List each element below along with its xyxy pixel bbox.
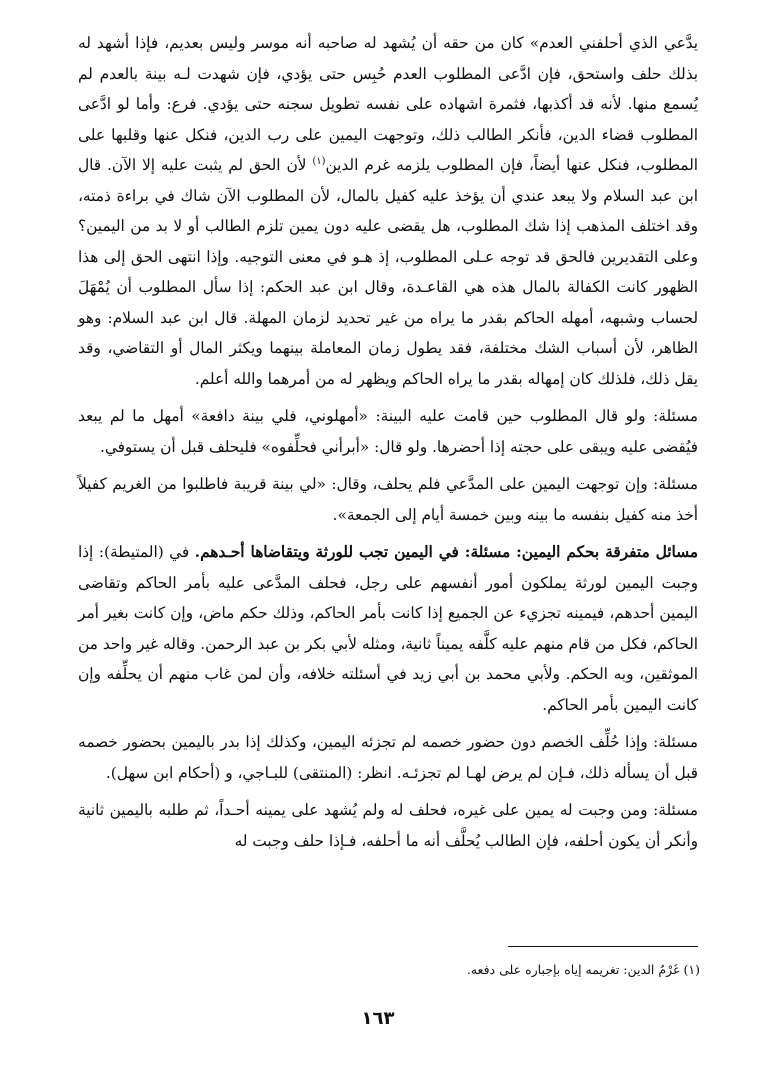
footnote-marker: (١) xyxy=(683,962,700,977)
paragraph-separator xyxy=(78,723,698,725)
paragraph-separator xyxy=(78,791,698,793)
paragraph-3: مسئلة: وإن توجهت اليمين على المدَّعي فلم يحلف، وقال: «لي بينة قريبة فاطلبوا من الغريم كفيلاً أخذ منه كفيل بنفسه ما بينه وبين خمسة أيام إلى الجمعة». xyxy=(78,475,698,524)
paragraph-6: مسئلة: ومن وجبت له يمين على غيره، فحلف له ولم يُشهد على يمينه أحـداً، ثم طلبه باليمين ثانية وأنكر أن يكون أحلفه، فإن الطالب يُحلَّف أنه ما أحلفه، فـإذا حلف وجبت له xyxy=(78,801,698,850)
paragraph-1-continuation: لأن الحق لم يثبت عليه إلا الآن. قال ابن عبد السلام ولا يبعد عندي أن يؤخذ عليه كفيل بالمال، لأن المطلوب الآن شاك في براءة ذمته، وقد اختلف المذهب إذا شك المطلوب، هل يقضى عليه دون يمين تلزم الطالب أو لا بد من اليمين؟ وعلى التقديرين فالحق قد توجه عـلى المطلوب، إذ هـو في معنى التوجيه. وإذا انتهى الحق إلى هذا الظهور كانت الكفالة بالمال هذه هي القاعـدة، وقال ابن عبد الحكم: إذا سأل المطلوب أن يُمْهَلَ لحساب وشبهه، أمهله الحاكم بقدر ما يراه من غير تحديد لزمان المهلة. قال ابن عبد السلام: وهو الظاهر، لأن أسباب الشك مختلفة، فقد يطول زمان المعاملة بينهما ويكثر المال أو التقاضي، وقد يقل ذلك، فلذلك كان إمهاله بقدر ما يراه الحاكم ويظهر له من أمرهما والله أعلم. xyxy=(78,156,698,388)
paragraph-separator xyxy=(78,465,698,467)
footnote-text: غَرْمُ الدين: تغريمه إياه بإجباره على دفعه. xyxy=(466,962,680,977)
main-text xyxy=(78,28,698,856)
paragraph-1-text: يدَّعي الذي أحلفني العدم» كان من حقه أن يُشهد له صاحبه أنه موسر وليس بعديم، فإذا أشهد له بذلك حلف واستحق، فإن ادَّعى المطلوب العدم حُبِس حتى يؤدي، فإن شهدت لـه بينة بالعدم لم يُسمع منها. لأنه قد أكذبها، فثمرة اشهاده على نفسه تطويل سجنه حتى يؤدي. فرع: وأما لو ادَّعى المطلوب قضاء الدين، فأنكر الطالب ذلك، وتوجهت اليمين على رب الدين، فنكل عنها وقلبها على المطلوب، فنكل عنها أيضاً، فإن المطلوب يلزمه غرم الدين xyxy=(78,34,698,174)
paragraph-4-text: في (المتيطة): إذا وجبت اليمين لورثة يملكون أمور أنفسهم على رجل، فحلف المدَّعى عليه بأمر الحاكم وتقاضى اليمين أحدهم، فيمينه تجزيء عن الجميع إذا كانت بأمر الحاكم، وذلك حكم ماض، وإن كانت بغير أمر الحاكم، فكل من قام منهم عليه كلَّفه يميناً ثانية، ومثله لأبي بكر بن عبد الرحمن. وقاله غير واحد من الموثقين، وبه الحكم. ولأبي محمد بن أبي زيد في أسئلته خلافه، وأن لمن غاب منهم أن يحلِّفه وإن كانت اليمين بأمر الحاكم. xyxy=(78,543,698,714)
footnote-reference: (١) xyxy=(312,155,326,167)
footnote-rule xyxy=(508,946,698,947)
paragraph-separator xyxy=(78,533,698,535)
page-number: ١٦٣ xyxy=(361,1008,395,1029)
paragraph-5: مسئلة: وإذا حُلِّف الخصم دون حضور خصمه لم تجزئه اليمين، وكذلك إذا بدر باليمين بحضور خصمه قبل أن يسأله ذلك، فـإن لم يرض لهـا لم تجزئـه. انظر: (المنتقى) للبـاجي، و (أحكام ابن سهل). xyxy=(78,733,698,782)
paragraph-separator xyxy=(78,397,698,399)
footnote xyxy=(300,960,700,980)
paragraph-1 xyxy=(78,28,698,394)
paragraph-4 xyxy=(78,537,698,720)
section-heading: مسائل متفرقة بحكم اليمين: مسئلة: في اليمين تجب للورثة ويتقاضاها أحـدهم. xyxy=(194,543,698,561)
paragraph-2: مسئلة: ولو قال المطلوب حين قامت عليه البينة: «أمهلوني، فلي بينة دافعة» أمهل ما لم يبعد فيُقضى عليه ويبقى على حجته إذا أحضرها. ولو قال: «أبرأني فحلِّفوه» فليحلف قبل أن يستوفي. xyxy=(78,407,698,456)
